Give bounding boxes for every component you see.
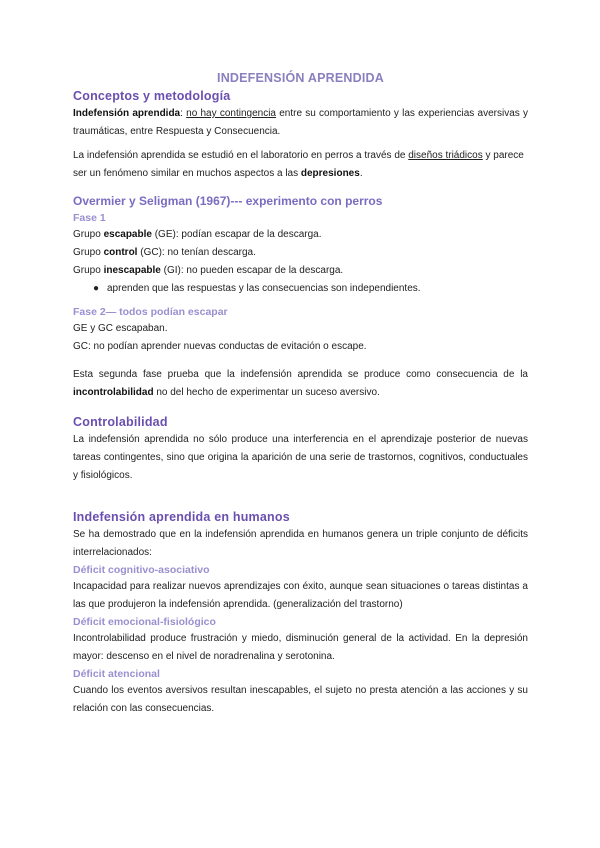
grupo-inescapable — [73, 262, 528, 280]
underlined-disenos-triadicos: diseños triádicos — [408, 150, 483, 161]
colon-text: : — [180, 108, 187, 119]
grupo-desc: (GI): no pueden escapar de la descarga. — [160, 265, 344, 276]
paragraph-definicion — [73, 105, 528, 141]
subheading-deficit-atencional: Déficit atencional — [73, 668, 160, 680]
definicion-rest: entre su comportamiento y las experiencias aversivas y traumáticas, entre Respuesta y Consecuencia. — [73, 108, 528, 137]
lab-text-b: y parece ser un fenómeno similar en muchos aspectos a las — [73, 150, 524, 179]
document-page — [73, 70, 528, 718]
term-indefension: Indefensión aprendida — [73, 108, 181, 119]
conclusion-text-a: Esta segunda fase prueba que la indefensión aprendida se produce como consecuencia de la — [73, 369, 528, 380]
fase2-line-1: GE y GC escapaban. — [73, 323, 168, 334]
heading-humanos: Indefensión aprendida en humanos — [73, 510, 290, 524]
underlined-no-contingencia: no hay contingencia — [186, 108, 276, 119]
list-item — [93, 280, 528, 298]
conclusion-text-b: no del hecho de experimentar un suceso aversivo. — [153, 387, 380, 398]
term-incontrolabilidad: incontrolabilidad — [73, 387, 154, 398]
paragraph-deficit-emocional: Incontrolabilidad produce frustración y miedo, disminución general de la actividad. En la depresión mayor: descenso en el nivel de noradrenalina y serotonina. — [73, 633, 528, 662]
lab-text-end: . — [359, 168, 363, 179]
paragraph-laboratorio — [73, 147, 528, 183]
paragraph-deficit-cognitivo: Incapacidad para realizar nuevos aprendizajes con éxito, aunque sean situaciones o tareas distintas a las que produjeron la indefensión aprendida. (generalización del trastorno) — [73, 581, 528, 610]
document-title: INDEFENSIÓN APRENDIDA — [217, 71, 384, 85]
grupo-label: Grupo — [73, 229, 104, 240]
bullet-icon: ● — [93, 283, 100, 294]
subheading-deficit-cognitivo: Déficit cognitivo-asociativo — [73, 564, 210, 576]
grupo-label: Grupo — [73, 247, 104, 258]
term-depresiones: depresiones — [300, 168, 360, 179]
fase2-line-2: GC: no podían aprender nuevas conductas de evitación o escape. — [73, 341, 367, 352]
heading-overmier-seligman: Overmier y Seligman (1967)--- experimento con perros — [73, 194, 383, 208]
lab-text-a: La indefensión aprendida se estudió en el laboratorio en perros a través de — [73, 150, 409, 161]
subheading-fase-2: Fase 2— todos podían escapar — [73, 306, 228, 318]
term-inescapable: inescapable — [103, 265, 161, 276]
grupo-label: Grupo — [73, 265, 104, 276]
term-escapable: escapable — [103, 229, 152, 240]
paragraph-deficit-atencional: Cuando los eventos aversivos resultan inescapables, el sujeto no presta atención a las acciones y su relación con las consecuencias. — [73, 685, 528, 714]
term-control: control — [103, 247, 138, 258]
grupo-desc: (GE): podían escapar de la descarga. — [151, 229, 322, 240]
bullet-list — [73, 280, 528, 298]
heading-conceptos: Conceptos y metodología — [73, 89, 231, 103]
paragraph-controlabilidad: La indefensión aprendida no sólo produce una interferencia en el aprendizaje posterior de nuevas tareas contingentes, sino que origina la aparición de una serie de trastornos, cognitivos, conductuales y fisiológicos. — [73, 434, 528, 481]
subheading-fase-1: Fase 1 — [73, 212, 106, 224]
bullet-text: aprenden que las respuestas y las consecuencias son independientes. — [107, 283, 421, 294]
grupo-desc: (GC): no tenían descarga. — [137, 247, 256, 258]
paragraph-conclusion — [73, 366, 528, 402]
paragraph-humanos-intro: Se ha demostrado que en la indefensión aprendida en humanos genera un triple conjunto de déficits interrelacionados: — [73, 529, 528, 558]
subheading-deficit-emocional: Déficit emocional-fisiológico — [73, 616, 216, 628]
grupo-escapable — [73, 226, 528, 244]
heading-controlabilidad: Controlabilidad — [73, 415, 168, 429]
grupo-control — [73, 244, 528, 262]
